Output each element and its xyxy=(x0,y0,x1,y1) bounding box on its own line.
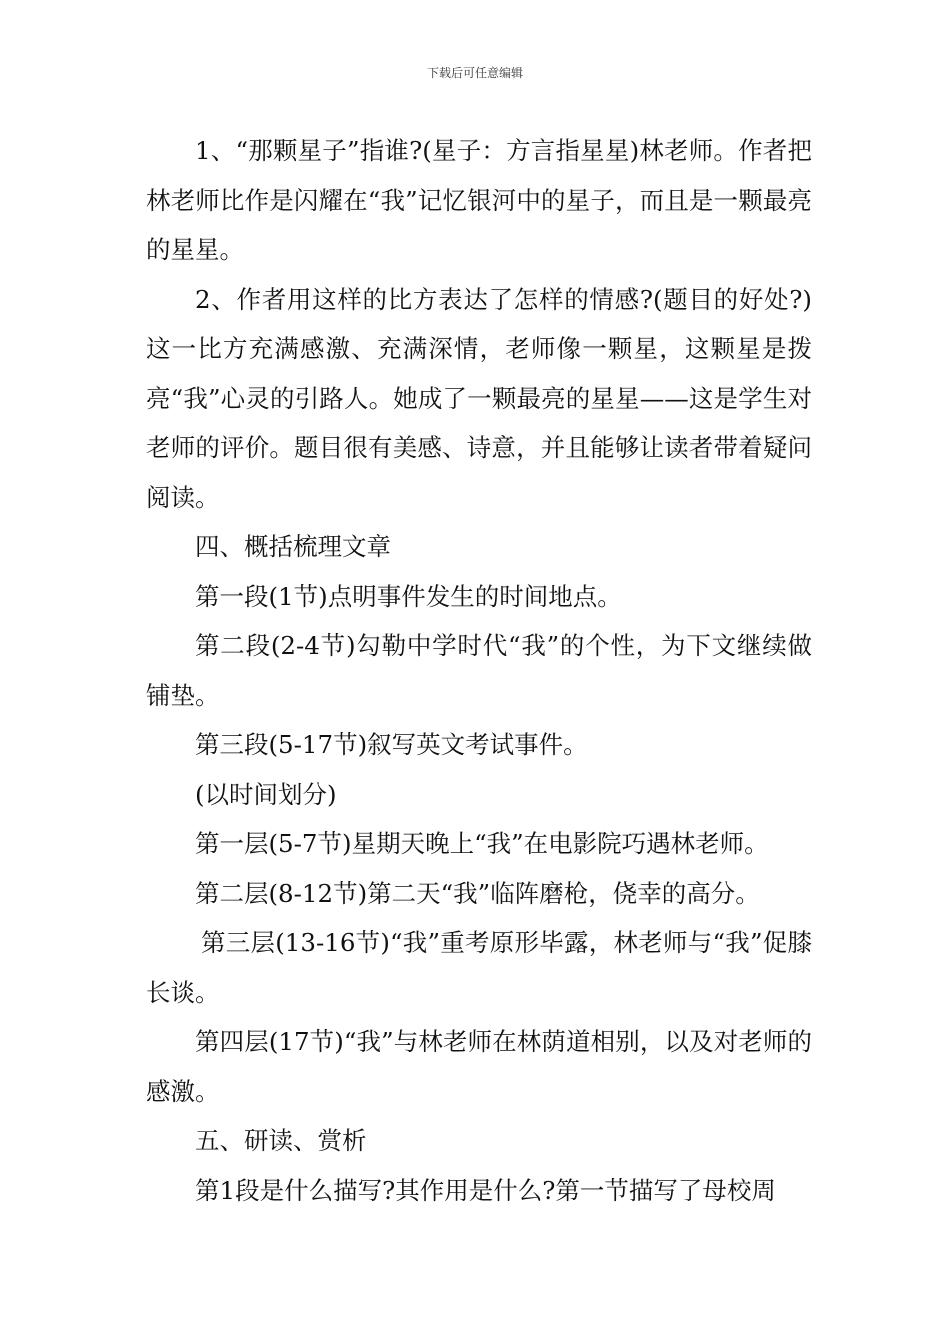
paragraph-layer-one: 第一层(5-7节)星期天晚上“我”在电影院巧遇林老师。 xyxy=(195,829,769,858)
page-header: 下载后可任意编辑 xyxy=(426,66,523,80)
paragraph-star-meaning: 1、“那颗星子”指谁?(星子：方言指星星)林老师。作者把林老师比作是闪耀在“我”记忆银河中的星子，而且是一颗最亮的星星。 xyxy=(146,136,812,264)
paragraph-layer-four: 第四层(17节)“我”与林老师在林荫道相别，以及对老师的感激。 xyxy=(146,1027,812,1106)
document-body xyxy=(146,126,812,1215)
paragraph-layer-two: 第二层(8-12节)第二天“我”临阵磨枪，侥幸的高分。 xyxy=(195,878,760,908)
paragraph-part-three: 第三段(5-17节)叙写英文考试事件。 xyxy=(195,730,588,759)
paragraph-part-one: 第一段(1节)点明事件发生的时间地点。 xyxy=(195,581,622,611)
paragraph-part-two: 第二段(2-4节)勾勒中学时代“我”的个性，为下文继续做铺垫。 xyxy=(146,631,812,710)
paragraph-question-one: 第1段是什么描写?其作用是什么?第一节描写了母校周 xyxy=(195,1175,776,1205)
section-heading-summary: 四、概括梳理文章 xyxy=(195,532,391,561)
paragraph-metaphor-emotion: 2、作者用这样的比方表达了怎样的情感?(题目的好处?)这一比方充满感激、充满深情，老师像一颗星，这颗星是拨亮“我”心灵的引路人。她成了一颗最亮的星星——这是学生对老师的评价。题目很有美感、诗意，并且能够让读者带着疑问阅读。 xyxy=(146,284,812,512)
paragraph-time-division: (以时间划分) xyxy=(195,779,337,809)
paragraph-layer-three: 第三层(13-16节)“我”重考原形毕露，林老师与“我”促膝长谈。 xyxy=(146,928,812,1007)
section-heading-analysis: 五、研读、赏析 xyxy=(195,1126,367,1155)
